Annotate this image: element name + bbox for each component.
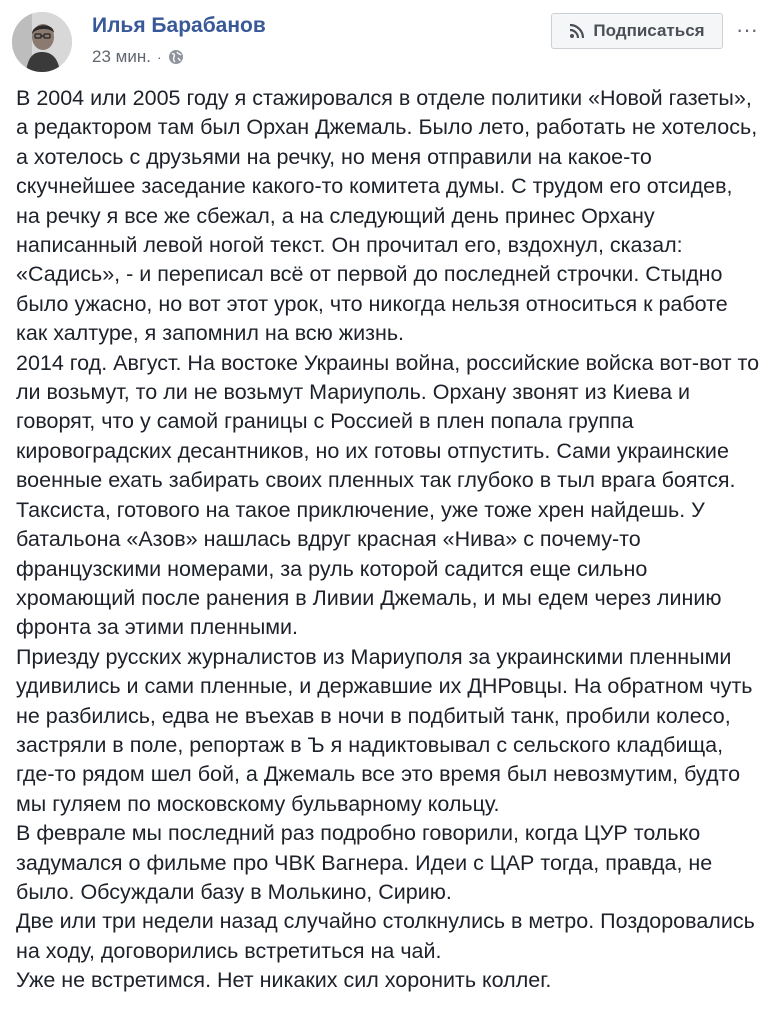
subscribe-button[interactable]: [551, 13, 723, 49]
post-paragraph: В феврале мы последний раз подробно говорили, когда ЦУР только задумался о фильме про ЧВК Вагнера. Идеи с ЦАР тогда, правда, не было. Обсуждали базу в Молькино, Сирию.: [16, 821, 713, 904]
author-avatar[interactable]: [12, 12, 72, 72]
post-paragraph: В 2004 или 2005 году я стажировался в отделе политики «Новой газеты», а редактором там был Орхан Джемаль. Было лето, работать не хотелось, а хотелось с друзьями на речку, но меня отправили на какое-то скучнейшее заседание какого-то комитета думы. С трудом его отсидев, на речку я все же сбежал, а на следующий день принес Орхану написанный левой ногой текст. Он прочитал его, вздохнул, сказал: «Садись», - и переписал всё от первой до последней строчки. Стыдно было ужасно, но вот этот урок, что никогда нельзя относиться к работе как халтуре, я запомнил на всю жизнь.: [16, 86, 758, 346]
post-body: [16, 84, 761, 996]
post-paragraph: 2014 год. Август. На востоке Украины война, российские войска вот-вот то ли возьмут, то ли не возьмут Мариуполь. Орхану звонят из Киева и говорят, что у самой границы с Россией в плен попала группа кировоградских десантников, но их готовы отпустить. Сами украинские военные ехать забирать своих пленных так глубоко в тыл врага боятся. Таксиста, готового на такое приключение, уже тоже хрен найдешь. У батальона «Азов» нашлась вдруг красная «Нива» с почему-то французскими номерами, за руль которой садится еще сильно хромающий после ранения в Ливии Джемаль, и мы едем через линию фронта за этими пленными.: [16, 350, 760, 640]
subscribe-label: Подписаться: [593, 21, 705, 40]
author-name[interactable]: Илья Барабанов: [92, 14, 266, 37]
timestamp[interactable]: 23 мин.: [92, 47, 151, 66]
post-paragraph: Приезду русских журналистов из Мариуполя за украинскими пленными удивились и сами пленные, и державшие их ДНРовцы. На обратном чуть не разбились, едва не въехав в ночи в подбитый танк, пробили колесо, застряли в поле, репортаж в Ъ я надиктовывал с сельского кладбища, где-то рядом шел бой, а Джемаль все это время был невозмутим, будто мы гуляем по московскому бульварному кольцу.: [16, 644, 753, 816]
post-meta: [92, 46, 184, 68]
meta-separator: ·: [156, 49, 162, 65]
rss-icon: [569, 23, 585, 39]
post-paragraph: Две или три недели назад случайно столкнулись в метро. Поздоровались на ходу, договорились встретиться на чай.: [16, 909, 755, 963]
globe-icon[interactable]: [168, 49, 184, 65]
more-options-icon[interactable]: ···: [736, 17, 758, 42]
avatar-photo: [12, 12, 72, 72]
post-paragraph: Уже не встретимся. Нет никаких сил хоронить коллег.: [16, 968, 552, 993]
